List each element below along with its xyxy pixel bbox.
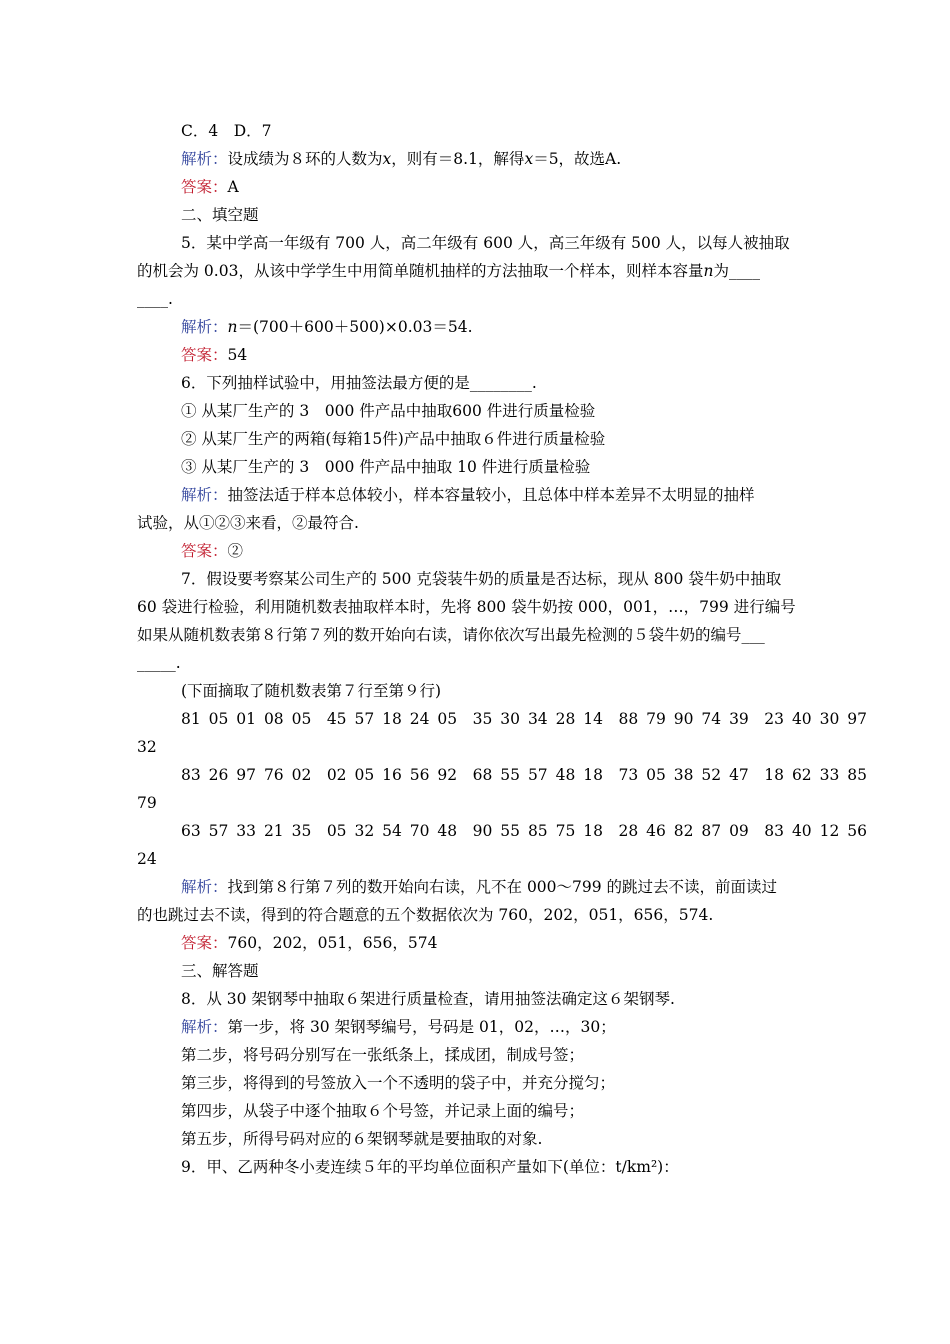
analysis-text: 抽签法适于样本总体较小，样本容量较小，且总体中样本差异不太明显的抽样 (227, 486, 755, 504)
analysis-text: ，则有＝8.1，解得 (391, 150, 525, 168)
analysis-q6-line-1 (181, 485, 755, 505)
analysis-label: 解析： (181, 318, 228, 336)
variable-x: x (524, 150, 534, 168)
answer-label: 答案： (181, 542, 228, 560)
analysis-q8-step-2: 第二步，将号码分别写在一张纸条上，揉成团，制成号签； (181, 1046, 585, 1064)
answer-label: 答案： (181, 934, 228, 952)
question-7-table-note: (下面摘取了随机数表第７行至第９行) (181, 682, 442, 700)
question-text: 为____ (713, 262, 760, 280)
variable-n: n (703, 262, 714, 280)
analysis-q4 (181, 149, 621, 169)
random-table-row-7: 81 05 01 08 05 45 57 18 24 05 35 30 34 28 14 88 79 90 74 39 23 40 30 97 (181, 710, 867, 728)
variable-x: x (382, 150, 392, 168)
question-text: 的机会为 0.03，从该中学学生中用简单随机抽样的方法抽取一个样本，则样本容量 (137, 262, 704, 280)
question-7-line-3: 如果从随机数表第８行第７列的数开始向右读，请你依次写出最先检测的５袋牛奶的编号___ (137, 626, 765, 644)
variable-n: n (227, 318, 238, 336)
question-9: 9．甲、乙两种冬小麦连续５年的平均单位面积产量如下(单位：t/km²)： (181, 1158, 679, 1176)
random-table-row-8-wrap: 79 (137, 794, 157, 812)
random-table-row-9-wrap: 24 (137, 850, 157, 868)
analysis-q8-step-3: 第三步，将得到的号签放入一个不透明的袋子中，并充分搅匀； (181, 1074, 616, 1092)
analysis-label: 解析： (181, 150, 228, 168)
analysis-q8-step-4: 第四步，从袋子中逐个抽取６个号签，并记录上面的编号； (181, 1102, 585, 1120)
analysis-label: 解析： (181, 486, 228, 504)
question-7-line-4: _____. (137, 654, 181, 672)
analysis-text: 设成绩为８环的人数为 (227, 150, 383, 168)
question-7-line-1: 7．假设要考察某公司生产的 500 克袋装牛奶的质量是否达标，现从 800 袋牛奶中抽取 (181, 570, 782, 588)
question-5-line-1: 5．某中学高一年级有 700 人，高二年级有 600 人，高三年级有 500 人，以每人被抽取 (181, 234, 790, 252)
random-table-row-9: 63 57 33 21 35 05 32 54 70 48 90 55 85 75 18 28 46 82 87 09 83 40 12 56 (181, 822, 867, 840)
question-5-line-2 (137, 261, 760, 281)
question-6-option-1: ① 从某厂生产的 3 000 件产品中抽取600 件进行质量检验 (181, 402, 596, 420)
answer-label: 答案： (181, 178, 228, 196)
analysis-q5 (181, 317, 473, 337)
question-6: 6．下列抽样试验中，用抽签法最方便的是________. (181, 374, 537, 392)
answer-label: 答案： (181, 346, 228, 364)
random-table-row-7-wrap: 32 (137, 738, 157, 756)
answer-value: A (227, 178, 239, 196)
analysis-label: 解析： (181, 878, 228, 896)
answer-value: 54 (227, 346, 248, 364)
answer-q7 (181, 933, 437, 953)
analysis-label: 解析： (181, 1018, 228, 1036)
question-5-line-3: ____. (137, 290, 173, 308)
analysis-text: ＝(700＋600＋500)×0.03＝54. (237, 318, 473, 336)
question-6-option-2: ② 从某厂生产的两箱(每箱15件)产品中抽取６件进行质量检验 (181, 430, 606, 448)
question-6-option-3: ③ 从某厂生产的 3 000 件产品中抽取 10 件进行质量检验 (181, 458, 591, 476)
section-heading-fill-in: 二、填空题 (181, 206, 259, 224)
answer-q5 (181, 345, 247, 365)
analysis-text: ＝5，故选A. (533, 150, 622, 168)
random-table-row-8: 83 26 97 76 02 02 05 16 56 92 68 55 57 48 18 73 05 38 52 47 18 62 33 85 (181, 766, 867, 784)
analysis-q8-step-1 (181, 1017, 616, 1037)
answer-value: ② (227, 542, 244, 560)
analysis-q7-line-1 (181, 877, 777, 897)
analysis-q7-line-2: 的也跳过去不读，得到的符合题意的五个数据依次为 760，202，051，656，574. (137, 906, 714, 924)
answer-value: 760，202，051，656，574 (227, 934, 438, 952)
answer-q6 (181, 541, 243, 561)
analysis-text: 第一步，将 30 架钢琴编号，号码是 01，02，…，30； (227, 1018, 616, 1036)
option-line-cd: C．4 D．7 (181, 122, 272, 140)
analysis-q6-line-2: 试验，从①②③来看，②最符合. (137, 514, 359, 532)
question-7-line-2: 60 袋进行检验，利用随机数表抽取样本时，先将 800 袋牛奶按 000，001，…，799 进行编号 (137, 598, 796, 616)
answer-q4 (181, 177, 239, 197)
analysis-q8-step-5: 第五步，所得号码对应的６架钢琴就是要抽取的对象. (181, 1130, 543, 1148)
analysis-text: 找到第８行第７列的数开始向右读，凡不在 000～799 的跳过去不读，前面读过 (227, 878, 778, 896)
section-heading-solutions: 三、解答题 (181, 962, 259, 980)
question-8: 8．从 30 架钢琴中抽取６架进行质量检查，请用抽签法确定这６架钢琴. (181, 990, 675, 1008)
